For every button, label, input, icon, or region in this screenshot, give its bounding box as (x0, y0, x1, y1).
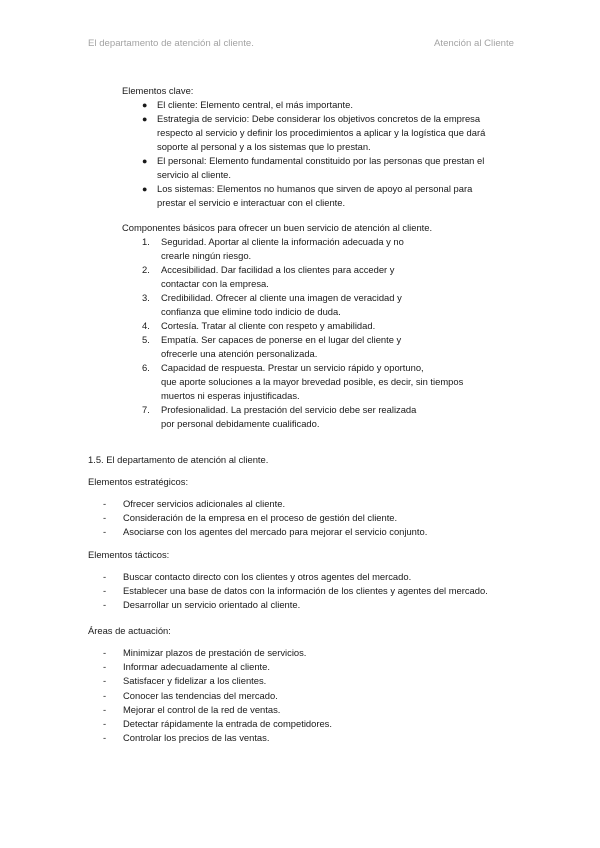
areas-title: Áreas de actuación: (88, 625, 171, 636)
item-number: 6. (142, 362, 150, 373)
list-item (88, 660, 538, 674)
numbered-item-line (122, 305, 542, 319)
list-item (88, 598, 538, 612)
dash-icon: - (103, 703, 107, 715)
item-number: 2. (142, 264, 150, 275)
list-item-text: Minimizar plazos de prestación de servicios. (123, 647, 307, 658)
numbered-item-line (122, 333, 542, 347)
dash-icon: - (103, 689, 107, 701)
bullet-icon: ● (142, 114, 148, 124)
list-item (88, 689, 538, 703)
item-text: Capacidad de respuesta. Prestar un servicio rápido y oportuno, (161, 362, 424, 373)
bullet-icon: ● (142, 156, 148, 166)
list-item-text: Buscar contacto directo con los clientes y otros agentes del mercado. (123, 571, 412, 582)
list-item (88, 511, 538, 525)
components-section (122, 221, 542, 431)
item-text: Empatía. Ser capaces de ponerse en el lugar del cliente y (161, 334, 402, 345)
item-text: Seguridad. Aportar al cliente la información adecuada y no (161, 236, 404, 247)
dash-icon: - (103, 512, 107, 524)
item-text: por personal debidamente cualificado. (161, 418, 320, 429)
list-item-text: Conocer las tendencias del mercado. (123, 689, 278, 701)
dash-icon: - (103, 661, 107, 673)
list-item (88, 525, 538, 539)
components-list (122, 235, 542, 431)
numbered-item-line (122, 403, 542, 417)
numbered-item-line (122, 319, 542, 333)
bullet-item-line (122, 182, 522, 196)
bullet-item-line (122, 126, 522, 140)
numbered-item-line (122, 249, 542, 263)
dash-icon: - (103, 718, 107, 730)
dash-icon: - (103, 526, 107, 538)
numbered-item-line (122, 277, 542, 291)
numbered-item-line (122, 235, 542, 249)
numbered-item-line (122, 263, 542, 277)
list-item-text: Informar adecuadamente al cliente. (123, 661, 270, 673)
numbered-item-line (122, 361, 542, 375)
item-number: 4. (142, 320, 150, 331)
list-item-text: Detectar rápidamente la entrada de competidores. (123, 718, 332, 730)
item-text: confianza que elimine todo indicio de duda. (161, 306, 341, 317)
bullet-icon: ● (142, 184, 148, 194)
dash-icon: - (103, 599, 107, 611)
bullet-text: soporte al personal y a los sistemas que lo prestan. (157, 141, 371, 152)
bullet-item-line (122, 168, 522, 182)
list-item (88, 674, 538, 688)
areas-list (88, 646, 538, 745)
item-text: Cortesía. Tratar al cliente con respeto y amabilidad. (161, 320, 376, 331)
list-item-text: Satisfacer y fidelizar a los clientes. (123, 675, 267, 687)
list-item-text: Consideración de la empresa en el proceso de gestión del cliente. (123, 512, 398, 524)
list-item-text: Mejorar el control de la red de ventas. (123, 703, 281, 715)
bullet-text: prestar el servicio e interactuar con el cliente. (157, 197, 346, 208)
strategic-title: Elementos estratégicos: (88, 476, 189, 487)
key-elements-list (122, 98, 522, 210)
item-text: que aporte soluciones a la mayor brevedad posible, es decir, sin tiempos (161, 376, 464, 387)
item-number: 7. (142, 404, 150, 415)
numbered-item-line (122, 291, 542, 305)
tactical-list (88, 570, 538, 613)
list-item-text: Ofrecer servicios adicionales al cliente. (123, 498, 286, 509)
bullet-item-line (122, 112, 522, 126)
dash-icon: - (103, 571, 107, 582)
item-text: Accesibilidad. Dar facilidad a los clientes para acceder y (161, 264, 395, 275)
list-item (88, 584, 538, 598)
list-item-text: Desarrollar un servicio orientado al cliente. (123, 599, 301, 611)
bullet-icon: ● (142, 100, 148, 110)
areas-section (88, 624, 538, 745)
page-header (88, 38, 514, 52)
bullet-text: El cliente: Elemento central, el más importante. (157, 99, 353, 110)
tactical-section (88, 548, 538, 613)
key-elements-section (122, 84, 522, 210)
bullet-item-line (122, 98, 522, 112)
list-item-text: Asociarse con los agentes del mercado para mejorar el servicio conjunto. (123, 526, 428, 538)
list-item (88, 717, 538, 731)
item-text: Credibilidad. Ofrecer al cliente una imagen de veracidad y (161, 292, 402, 303)
bullet-text: respecto al servicio y definir los procedimientos a aplicar y la logística que dará (157, 127, 486, 138)
item-number: 1. (142, 236, 150, 247)
bullet-item-line (122, 154, 522, 168)
list-item (88, 731, 538, 745)
item-number: 3. (142, 292, 150, 303)
list-item (88, 646, 538, 660)
bullet-text: Los sistemas: Elementos no humanos que sirven de apoyo al personal para (157, 183, 473, 194)
dash-icon: - (103, 647, 107, 658)
item-text: muertos ni esperas injustificadas. (161, 390, 300, 401)
dash-icon: - (103, 732, 107, 744)
strategic-section (88, 475, 538, 540)
bullet-text: Estrategia de servicio: Debe considerar los objetivos concretos de la empresa (157, 113, 481, 124)
bullet-text: servicio al cliente. (157, 169, 231, 180)
list-item (88, 570, 538, 584)
components-title: Componentes básicos para ofrecer un buen servicio de atención al cliente. (122, 222, 433, 233)
numbered-item-line (122, 375, 542, 389)
item-text: Profesionalidad. La prestación del servicio debe ser realizada (161, 404, 417, 415)
dash-icon: - (103, 675, 107, 687)
bullet-text: El personal: Elemento fundamental constituido por las personas que prestan el (157, 155, 485, 166)
item-text: crearle ningún riesgo. (161, 250, 252, 261)
numbered-item-line (122, 417, 542, 431)
item-text: ofrecerle una atención personalizada. (161, 348, 318, 359)
header-left-title: El departamento de atención al cliente. (88, 38, 254, 49)
header-right-title: Atención al Cliente (434, 38, 514, 49)
strategic-list (88, 497, 538, 540)
list-item (88, 703, 538, 717)
numbered-item-line (122, 389, 542, 403)
item-number: 5. (142, 334, 150, 345)
item-text: contactar con la empresa. (161, 278, 269, 289)
bullet-item-line (122, 140, 522, 154)
section-heading: 1.5. El departamento de atención al cliente. (88, 454, 269, 465)
bullet-item-line (122, 196, 522, 210)
list-item (88, 497, 538, 511)
key-elements-title: Elementos clave: (122, 85, 194, 96)
tactical-title: Elementos tácticos: (88, 549, 170, 560)
dash-icon: - (103, 585, 107, 597)
numbered-item-line (122, 347, 542, 361)
list-item-text: Establecer una base de datos con la información de los clientes y agentes del mercado. (123, 585, 488, 597)
list-item-text: Controlar los precios de las ventas. (123, 732, 270, 744)
dash-icon: - (103, 498, 107, 509)
